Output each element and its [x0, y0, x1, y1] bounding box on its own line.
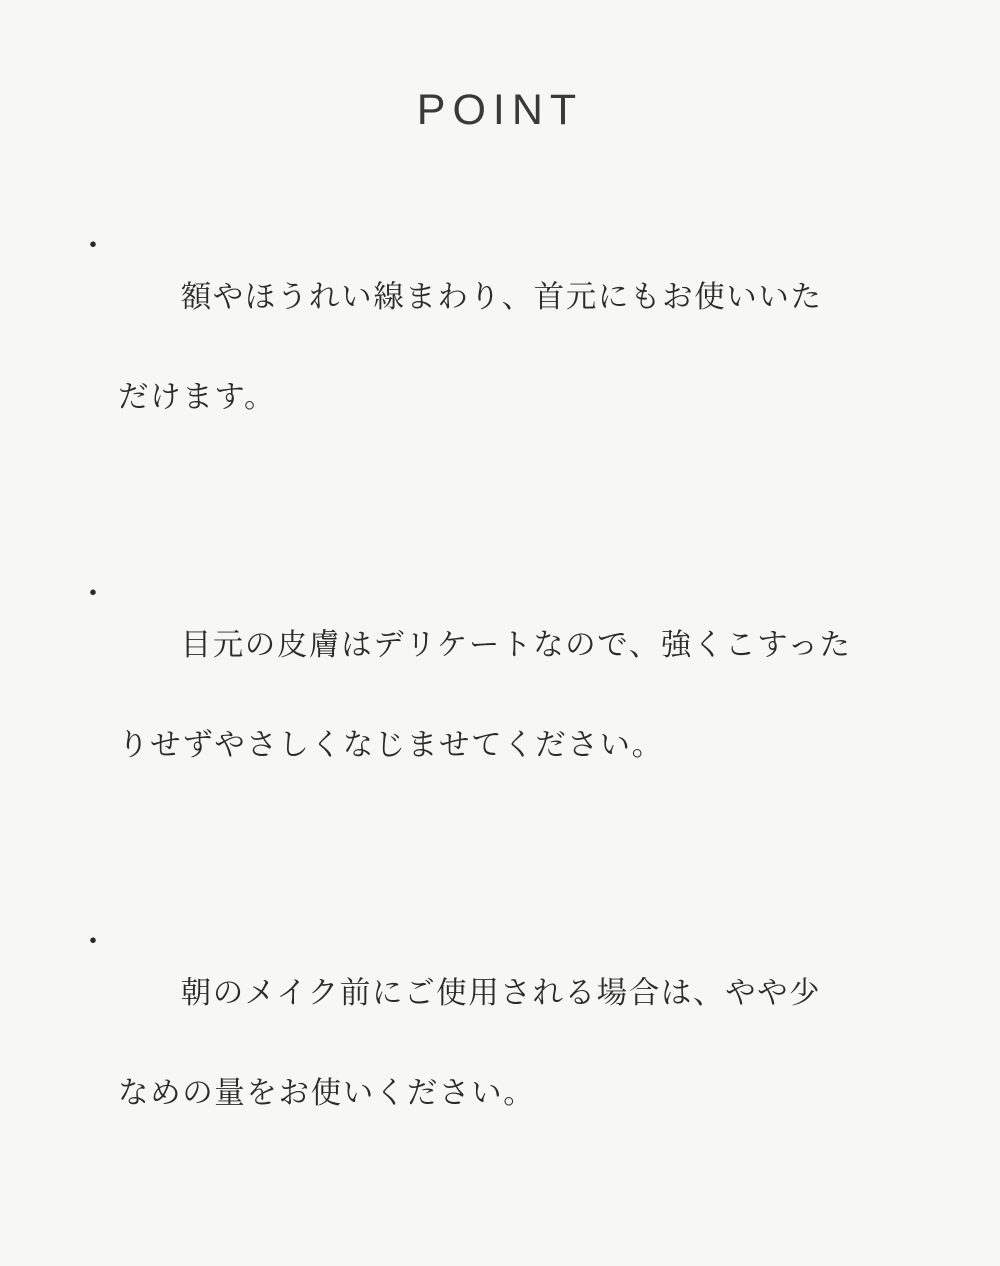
point-line: なめの量をお使いください。: [118, 1076, 536, 1110]
point-text: [100, 570, 938, 870]
list-item: [78, 918, 938, 1218]
point-text: [100, 222, 938, 522]
bullet-icon: ・: [78, 578, 108, 611]
point-line: だけます。: [118, 380, 277, 414]
point-line: りせずやさしくなじませてください。: [118, 728, 664, 762]
point-text: [100, 918, 938, 1218]
list-item: [78, 222, 938, 522]
bullet-icon: ・: [78, 926, 108, 959]
point-line: 朝のメイク前にご使用される場合は、やや少: [180, 976, 822, 1010]
list-item: [78, 570, 938, 870]
point-list: [78, 222, 938, 1266]
bullet-icon: ・: [78, 230, 108, 263]
point-line: 額やほうれい線まわり、首元にもお使いいた: [180, 280, 823, 314]
point-line: 目元の皮膚はデリケートなので、強くこすった: [180, 628, 852, 662]
page-title: POINT: [416, 86, 584, 134]
